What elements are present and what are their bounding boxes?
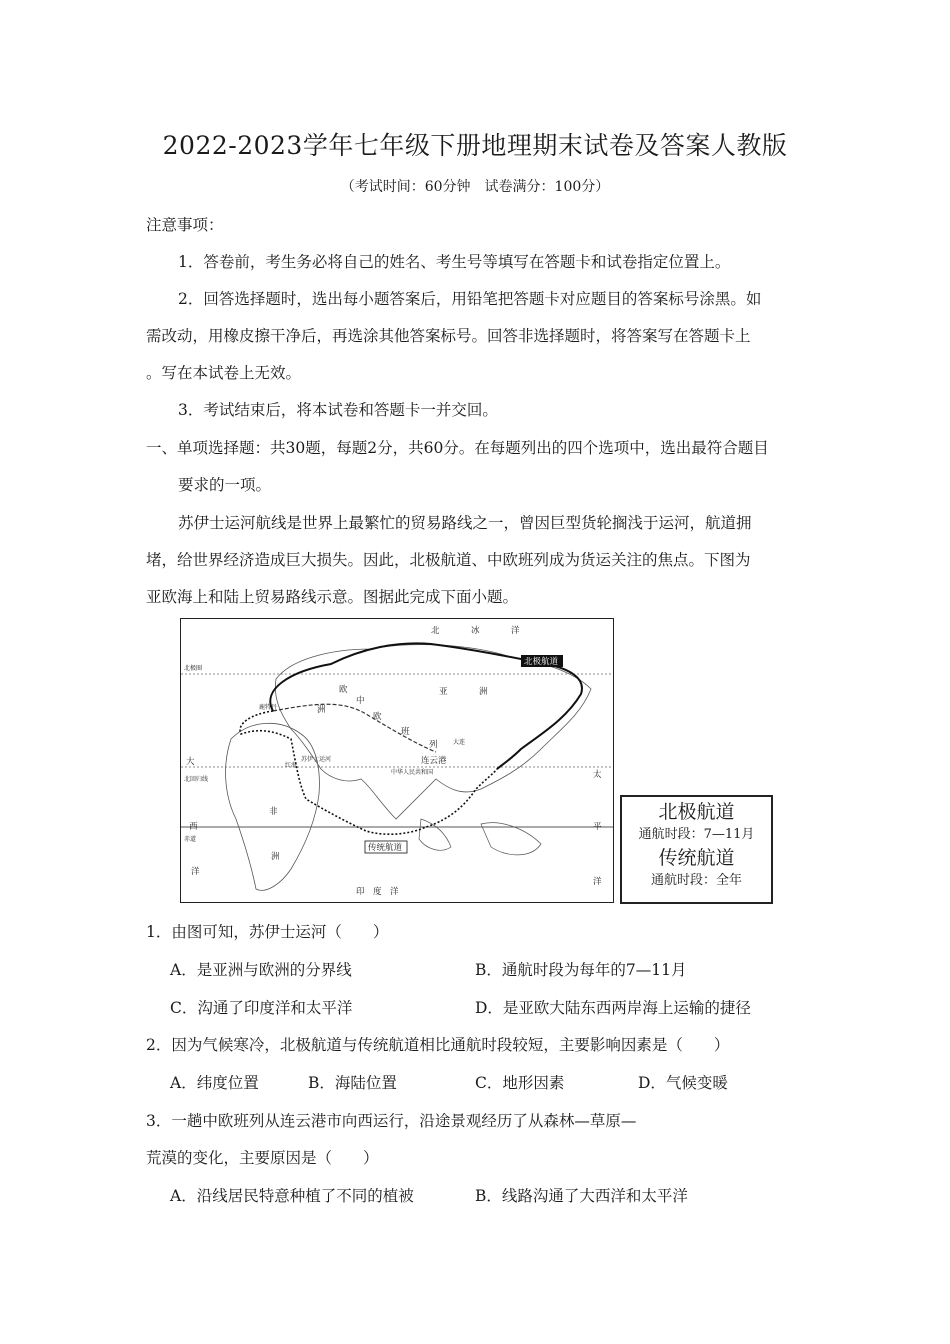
map-label: 冰 — [471, 626, 480, 636]
map-label: 北 — [431, 626, 440, 636]
map-label: 赤道 — [184, 836, 197, 843]
map-label: 苏伊士运河 — [301, 756, 332, 763]
map-label: 平 — [593, 822, 602, 832]
map-label: 红海 — [285, 762, 298, 769]
map-label: 非 — [269, 807, 278, 817]
map-label: 印 度 洋 — [356, 887, 399, 897]
map-label: 班 — [401, 727, 410, 737]
option-b[interactable]: B．通航时段为每年的7—11月 — [475, 961, 687, 979]
page-subtitle: （考试时间：60分钟 试卷满分：100分） — [340, 179, 610, 195]
notice-item: 2．回答选择题时，选出每小题答案后，用铅笔把答题卡对应题目的答案标号涂黑。如 — [178, 290, 762, 308]
map-label: 大 — [186, 757, 195, 767]
question-stem: 1．由图可知，苏伊士运河（ ） — [146, 923, 389, 941]
map-label: 亚 — [439, 687, 448, 697]
map-label: 洲 — [317, 705, 326, 715]
map-label: 列 — [429, 740, 438, 750]
option-d[interactable]: D．气候变暖 — [638, 1074, 728, 1092]
map-label: 洋 — [511, 626, 520, 636]
map-label: 传统航道 — [368, 843, 403, 853]
option-c[interactable]: C．地形因素 — [475, 1074, 565, 1092]
map-label: 欧 — [339, 685, 348, 695]
passage-line: 亚欧海上和陆上贸易路线示意。图据此完成下面小题。 — [146, 588, 519, 606]
traditional-route-line — [240, 711, 497, 834]
legend-traditional-period: 通航时段：全年 — [650, 873, 742, 888]
notice-item: 。写在本试卷上无效。 — [146, 364, 302, 382]
map-label: 洋 — [191, 867, 200, 877]
page-title: 2022-2023学年七年级下册地理期末试卷及答案人教版 — [162, 131, 788, 160]
question-stem: 2．因为气候寒冷，北极航道与传统航道相比通航时段较短，主要影响因素是（ ） — [146, 1036, 730, 1054]
notice-item: 3．考试结束后，将本试卷和答题卡一并交回。 — [178, 401, 498, 419]
question-stem: 3．一趟中欧班列从连云港市向西运行，沿途景观经历了从森林—草原— — [146, 1112, 637, 1130]
map-label: 西 — [189, 822, 198, 832]
map-label: 洋 — [593, 877, 602, 887]
trade-route-map — [180, 618, 614, 903]
map-label: 中华人民共和国 — [391, 769, 434, 776]
question-stem-cont: 荒漠的变化，主要原因是（ ） — [146, 1149, 379, 1167]
option-a[interactable]: A．是亚洲与欧洲的分界线 — [170, 961, 352, 979]
map-label: 欧 — [373, 712, 382, 722]
island-outline — [481, 823, 541, 855]
map-label: 洲 — [479, 687, 488, 697]
notice-heading: 注意事项： — [146, 216, 224, 234]
passage-line: 堵，给世界经济造成巨大损失。因此，北极航道、中欧班列成为货运关注的焦点。下图为 — [146, 551, 751, 569]
notice-item: 1．答卷前，考生务必将自己的姓名、考生号等填写在答题卡和试卷指定位置上。 — [178, 253, 731, 271]
map-drawing — [181, 619, 613, 902]
legend-arctic-period: 通航时段：7—11月 — [638, 827, 755, 842]
notice-item: 需改动，用橡皮擦干净后，再选涂其他答案标号。回答非选择题时，将答案写在答题卡上 — [146, 327, 751, 345]
map-label: 太 — [593, 770, 602, 780]
option-b[interactable]: B．海陆位置 — [308, 1074, 397, 1092]
option-b[interactable]: B．线路沟通了大西洋和太平洋 — [475, 1187, 688, 1205]
map-label: 大连 — [453, 739, 466, 746]
map-label: 北回归线 — [184, 776, 209, 783]
map-label: 北极圈 — [184, 665, 203, 672]
passage-line: 苏伊士运河航线是世界上最繁忙的贸易路线之一，曾因巨型货轮搁浅于运河，航道拥 — [178, 514, 752, 532]
map-label: 连云港 — [421, 756, 447, 766]
section-heading: 一、单项选择题：共30题，每题2分，共60分。在每题列出的四个选项中，选出最符合题目 — [146, 439, 769, 457]
legend-arctic-title: 北极航道 — [658, 801, 735, 823]
option-a[interactable]: A．沿线居民特意种植了不同的植被 — [170, 1187, 414, 1205]
legend-traditional-title: 传统航道 — [658, 847, 735, 869]
map-label: 中 — [356, 696, 365, 706]
section-heading-cont: 要求的一项。 — [178, 476, 272, 494]
map-label: 北极航道 — [524, 657, 559, 667]
map-label: 洲 — [271, 852, 280, 862]
map-label: 鹿特丹 — [259, 704, 278, 711]
option-c[interactable]: C．沟通了印度洋和太平洋 — [170, 999, 353, 1017]
option-a[interactable]: A．纬度位置 — [170, 1074, 259, 1092]
map-legend — [620, 795, 773, 904]
option-d[interactable]: D．是亚欧大陆东西两岸海上运输的捷径 — [475, 999, 751, 1017]
china-europe-railway-line — [273, 704, 436, 752]
